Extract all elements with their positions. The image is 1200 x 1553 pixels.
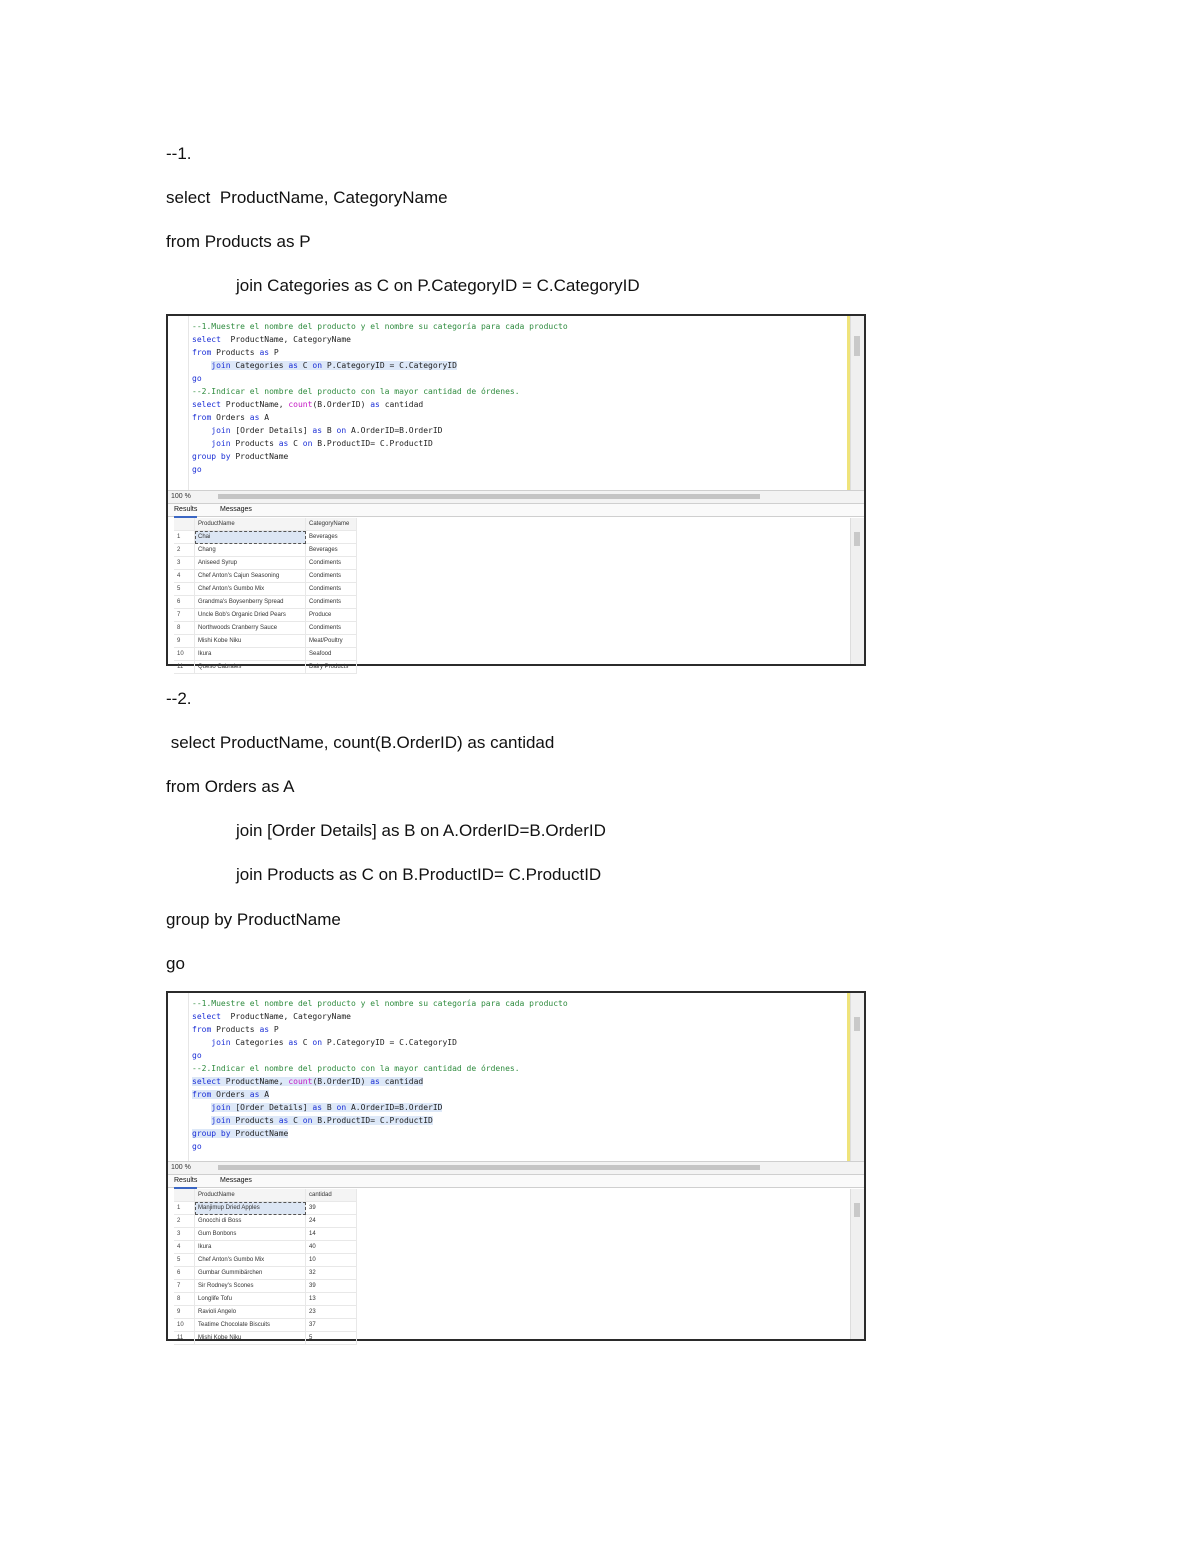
query-editor[interactable] bbox=[168, 993, 850, 1161]
table-row[interactable]: 7 Sir Rodney's Scones 39 bbox=[174, 1280, 357, 1293]
zoom-bar bbox=[168, 490, 864, 504]
grid-header bbox=[174, 518, 357, 531]
column-header[interactable]: cantidad bbox=[306, 1189, 357, 1202]
query-code: --1.Muestre el nombre del producto y el nombre su categoría para cada producto select ProductName, CategoryName from Products as P join Categories as C on P.CategoryID = C.CategoryID go --2.Indicar el nombre del producto con la mayor cantidad de órdenes. select ProductName, count(B.OrderID) as cantidad from Orders as A join [Order Details] as B on A.OrderID=B.OrderID join Products as C on B.ProductID= C.ProductID group by ProductName go bbox=[192, 999, 568, 1151]
zoom-level[interactable]: 100 % bbox=[171, 493, 191, 500]
editor-horizontal-scrollbar[interactable] bbox=[218, 494, 760, 499]
ssms-screenshot-2 bbox=[166, 991, 866, 1341]
code-comment-1: --1.Muestre el nombre del producto y el nombre su categoría para cada producto bbox=[192, 999, 568, 1008]
code-comment-2: --2.Indicar el nombre del producto con la mayor cantidad de órdenes. bbox=[192, 387, 520, 396]
section-1-sql-line-3: join Categories as C on P.CategoryID = C.CategoryID bbox=[236, 276, 640, 295]
section-2-sql-line-4: join Products as C on B.ProductID= C.ProductID bbox=[236, 865, 602, 884]
zoom-bar bbox=[168, 1161, 864, 1175]
editor-vertical-scrollbar[interactable] bbox=[850, 993, 864, 1161]
table-row[interactable]: 10 Teatime Chocolate Biscuits 37 bbox=[174, 1319, 357, 1332]
table-row[interactable]: 11 Mishi Kobe Niku 5 bbox=[174, 1332, 357, 1345]
result-tabs bbox=[168, 1175, 864, 1188]
table-row[interactable]: 5 Chef Anton's Gumbo Mix Condiments bbox=[174, 583, 357, 596]
table-row[interactable]: 6 Grandma's Boysenberry Spread Condiments bbox=[174, 596, 357, 609]
section-2-sql-line-6: go bbox=[166, 954, 185, 973]
section-2-sql-line-5: group by ProductName bbox=[166, 910, 341, 929]
grid-header bbox=[174, 1189, 357, 1202]
query-code: --1.Muestre el nombre del producto y el nombre su categoría para cada producto select ProductName, CategoryName from Products as P join Categories as C on P.CategoryID = C.CategoryID go --2.Indicar el nombre del producto con la mayor cantidad de órdenes. select ProductName, count(B.OrderID) as cantidad from Orders as A join [Order Details] as B on A.OrderID=B.OrderID join Products as C on B.ProductID= C.ProductID group by ProductName go bbox=[192, 322, 568, 474]
editor-vertical-scrollbar[interactable] bbox=[850, 316, 864, 490]
tab-messages[interactable]: Messages bbox=[220, 506, 252, 513]
section-2-sql-line-2: from Orders as A bbox=[166, 777, 295, 796]
table-row[interactable]: 10 Ikura Seafood bbox=[174, 648, 357, 661]
query-editor[interactable] bbox=[168, 316, 850, 490]
table-row[interactable]: 11 Queso Cabrales Dairy Products bbox=[174, 661, 357, 674]
ssms-screenshot-1 bbox=[166, 314, 866, 670]
table-row[interactable]: 6 Gumbar Gummibärchen 32 bbox=[174, 1267, 357, 1280]
table-row[interactable]: 9 Mishi Kobe Niku Meat/Poultry bbox=[174, 635, 357, 648]
table-row[interactable]: 4 Chef Anton's Cajun Seasoning Condiments bbox=[174, 570, 357, 583]
table-row[interactable]: 7 Uncle Bob's Organic Dried Pears Produce bbox=[174, 609, 357, 622]
results-grid bbox=[174, 518, 357, 674]
table-row[interactable]: 8 Longlife Tofu 13 bbox=[174, 1293, 357, 1306]
table-row[interactable]: 1 Chai Beverages bbox=[174, 531, 357, 544]
code-comment-1: --1.Muestre el nombre del producto y el nombre su categoría para cada producto bbox=[192, 322, 568, 331]
section-2-label: --2. bbox=[166, 689, 192, 708]
code-comment-2: --2.Indicar el nombre del producto con la mayor cantidad de órdenes. bbox=[192, 1064, 520, 1073]
result-tabs bbox=[168, 504, 864, 517]
table-row[interactable]: 9 Ravioli Angelo 23 bbox=[174, 1306, 357, 1319]
table-row[interactable]: 3 Gum Bonbons 14 bbox=[174, 1228, 357, 1241]
editor-horizontal-scrollbar[interactable] bbox=[218, 1165, 760, 1170]
results-vertical-scrollbar[interactable] bbox=[850, 518, 864, 664]
column-header[interactable]: ProductName bbox=[195, 1189, 306, 1202]
section-1-label: --1. bbox=[166, 144, 192, 163]
results-vertical-scrollbar[interactable] bbox=[850, 1189, 864, 1339]
zoom-level[interactable]: 100 % bbox=[171, 1164, 191, 1171]
section-1-sql-line-2: from Products as P bbox=[166, 232, 311, 251]
column-header[interactable]: CategoryName bbox=[306, 518, 357, 531]
column-header[interactable]: ProductName bbox=[195, 518, 306, 531]
results-grid bbox=[174, 1189, 357, 1345]
tab-results[interactable]: Results bbox=[174, 504, 197, 518]
table-row[interactable]: 8 Northwoods Cranberry Sauce Condiments bbox=[174, 622, 357, 635]
table-row[interactable]: 5 Chef Anton's Gumbo Mix 10 bbox=[174, 1254, 357, 1267]
table-row[interactable]: 2 Chang Beverages bbox=[174, 544, 357, 557]
section-1-sql-line-1: select ProductName, CategoryName bbox=[166, 188, 448, 207]
section-2-sql-line-1: select ProductName, count(B.OrderID) as cantidad bbox=[166, 733, 555, 752]
section-2-sql-line-3: join [Order Details] as B on A.OrderID=B.OrderID bbox=[236, 821, 606, 840]
tab-messages[interactable]: Messages bbox=[220, 1177, 252, 1184]
tab-results[interactable]: Results bbox=[174, 1175, 197, 1189]
table-row[interactable]: 1 Manjimup Dried Apples 39 bbox=[174, 1202, 357, 1215]
table-row[interactable]: 4 Ikura 40 bbox=[174, 1241, 357, 1254]
table-row[interactable]: 2 Gnocchi di Boss 24 bbox=[174, 1215, 357, 1228]
table-row[interactable]: 3 Aniseed Syrup Condiments bbox=[174, 557, 357, 570]
